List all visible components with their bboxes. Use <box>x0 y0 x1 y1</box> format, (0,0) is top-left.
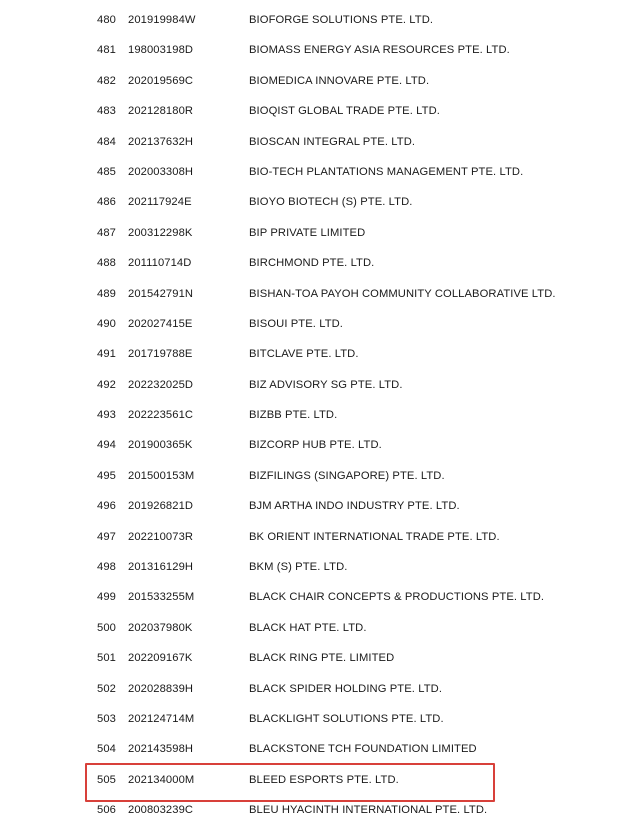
uen-code: 201533255M <box>128 591 195 604</box>
uen-code: 202028839H <box>128 682 194 695</box>
uen-code: 202019569C <box>128 74 194 87</box>
uen-code: 201926821D <box>128 500 194 513</box>
company-name: BIOQIST GLOBAL TRADE PTE. LTD. <box>249 105 440 118</box>
uen-code: 202124714M <box>128 712 195 725</box>
uen-code: 202027415E <box>128 317 193 330</box>
row-number: 484 <box>97 135 116 148</box>
company-name: BLACK CHAIR CONCEPTS & PRODUCTIONS PTE. LTD. <box>249 591 545 604</box>
company-name: BK ORIENT INTERNATIONAL TRADE PTE. LTD. <box>249 530 500 543</box>
table-row <box>0 157 640 187</box>
table-row <box>0 5 640 35</box>
uen-code: 202223561C <box>128 409 194 422</box>
table-row <box>0 370 640 400</box>
uen-code: 202128180R <box>128 105 194 118</box>
company-name: BIRCHMOND PTE. LTD. <box>249 257 375 270</box>
company-name: BISHAN-TOA PAYOH COMMUNITY COLLABORATIVE LTD. <box>249 287 556 300</box>
table-row <box>0 643 640 673</box>
row-number: 491 <box>97 348 116 361</box>
table-row <box>0 309 640 339</box>
table-row <box>0 339 640 369</box>
uen-code: 198003198D <box>128 44 194 57</box>
uen-code: 202210073R <box>128 530 194 543</box>
row-number: 497 <box>97 530 116 543</box>
uen-code: 201719788E <box>128 348 193 361</box>
company-name: BLACKLIGHT SOLUTIONS PTE. LTD. <box>249 712 444 725</box>
company-name: BISOUI PTE. LTD. <box>249 317 344 330</box>
company-name: BIOFORGE SOLUTIONS PTE. LTD. <box>249 14 434 26</box>
table-row <box>0 430 640 460</box>
uen-code: 200803239C <box>128 804 194 817</box>
uen-code: 202209167K <box>128 652 193 665</box>
company-name: BIOYO BIOTECH (S) PTE. LTD. <box>249 196 413 209</box>
row-number: 504 <box>97 743 116 756</box>
uen-code: 202003308H <box>128 165 194 178</box>
uen-code: 201316129H <box>128 561 194 574</box>
row-number: 488 <box>97 257 116 270</box>
row-number: 490 <box>97 317 116 330</box>
row-number: 503 <box>97 712 116 725</box>
table-row <box>0 218 640 248</box>
company-name: BIO-TECH PLANTATIONS MANAGEMENT PTE. LTD. <box>249 165 524 178</box>
row-number: 496 <box>97 500 116 513</box>
company-name: BITCLAVE PTE. LTD. <box>249 348 359 361</box>
uen-code: 201542791N <box>128 287 194 300</box>
company-name: BIZCORP HUB PTE. LTD. <box>249 439 382 452</box>
row-number: 487 <box>97 226 116 239</box>
highlight-box <box>85 763 495 802</box>
row-number: 506 <box>97 804 116 817</box>
row-number: 495 <box>97 469 116 482</box>
uen-code: 202037980K <box>128 621 193 634</box>
table-row <box>0 187 640 217</box>
row-number: 499 <box>97 591 116 604</box>
uen-code: 201900365K <box>128 439 193 452</box>
row-number: 492 <box>97 378 116 391</box>
company-name: BIOMASS ENERGY ASIA RESOURCES PTE. LTD. <box>249 44 510 57</box>
table-row <box>0 734 640 764</box>
uen-code: 202143598H <box>128 743 194 756</box>
table-row <box>0 248 640 278</box>
company-name: BIOMEDICA INNOVARE PTE. LTD. <box>249 74 430 87</box>
uen-code: 201110714D <box>128 257 192 270</box>
uen-code: 202232025D <box>128 378 194 391</box>
table-row <box>0 704 640 734</box>
company-name: BIZBB PTE. LTD. <box>249 409 338 422</box>
table-row <box>0 522 640 552</box>
row-number: 486 <box>97 196 116 209</box>
row-number: 502 <box>97 682 116 695</box>
table-row <box>0 400 640 430</box>
table-row <box>0 127 640 157</box>
company-name: BJM ARTHA INDO INDUSTRY PTE. LTD. <box>249 500 460 513</box>
table-row <box>0 582 640 612</box>
uen-code: 200312298K <box>128 226 193 239</box>
company-name: BKM (S) PTE. LTD. <box>249 561 348 574</box>
row-number: 482 <box>97 74 116 87</box>
company-name: BIZFILINGS (SINGAPORE) PTE. LTD. <box>249 469 445 482</box>
company-name: BLEED ESPORTS PTE. LTD. <box>249 773 399 786</box>
uen-code: 201500153M <box>128 469 195 482</box>
row-number: 485 <box>97 165 116 178</box>
row-number: 505 <box>97 773 116 786</box>
table-row <box>0 461 640 491</box>
company-name: BLEU HYACINTH INTERNATIONAL PTE. LTD. <box>249 804 488 817</box>
table-row <box>0 552 640 582</box>
uen-code: 201919984W <box>128 14 196 26</box>
uen-code: 202134000M <box>128 773 195 786</box>
company-name: BIOSCAN INTEGRAL PTE. LTD. <box>249 135 416 148</box>
row-number: 481 <box>97 44 116 57</box>
company-name: BLACK RING PTE. LIMITED <box>249 652 395 665</box>
row-number: 493 <box>97 409 116 422</box>
table-row <box>0 66 640 96</box>
table-row <box>0 491 640 521</box>
company-name: BIZ ADVISORY SG PTE. LTD. <box>249 378 403 391</box>
table-row <box>0 613 640 643</box>
uen-code: 202117924E <box>128 196 192 209</box>
row-number: 480 <box>97 14 116 26</box>
row-number: 501 <box>97 652 116 665</box>
row-number: 489 <box>97 287 116 300</box>
row-number: 494 <box>97 439 116 452</box>
row-number: 483 <box>97 105 116 118</box>
table-row <box>0 279 640 309</box>
table-row <box>0 35 640 65</box>
company-name: BLACKSTONE TCH FOUNDATION LIMITED <box>249 743 477 756</box>
table-row <box>0 674 640 704</box>
company-name: BLACK SPIDER HOLDING PTE. LTD. <box>249 682 443 695</box>
row-number: 498 <box>97 561 116 574</box>
table-row <box>0 96 640 126</box>
company-name: BLACK HAT PTE. LTD. <box>249 621 367 634</box>
uen-code: 202137632H <box>128 135 194 148</box>
company-name: BIP PRIVATE LIMITED <box>249 226 366 239</box>
row-number: 500 <box>97 621 116 634</box>
company-list <box>0 5 640 826</box>
